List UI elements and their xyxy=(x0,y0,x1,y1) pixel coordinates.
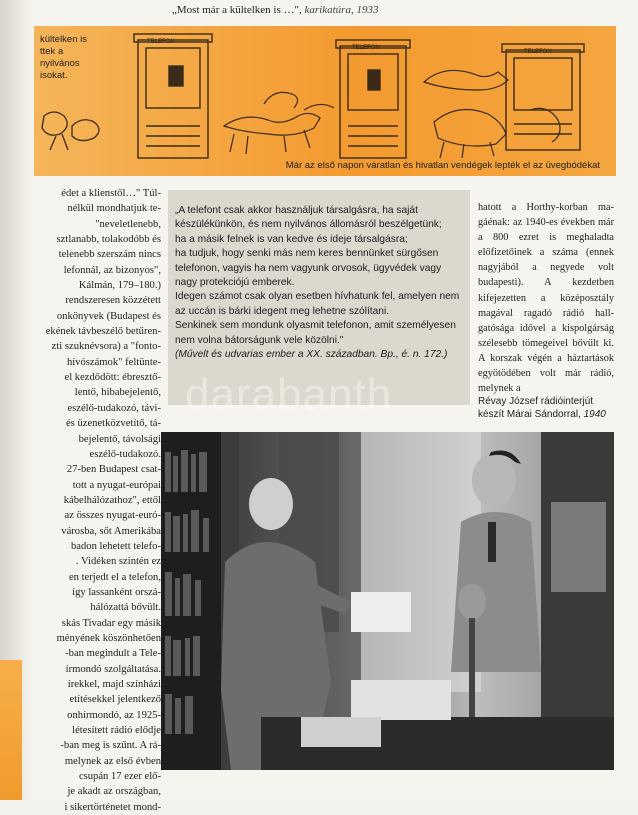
telephone-booth-icon xyxy=(336,40,410,158)
left-column-line: sztlanabb, tolakodóbb és xyxy=(56,234,161,246)
watermark-text: darabanth xyxy=(185,370,393,419)
cartoon-caption-title: „Most már a kültelken is …", xyxy=(172,4,302,16)
left-column-line: hálózattá bővült. xyxy=(90,602,161,614)
quote-paragraph: ha a másik felnek is van kedve és ideje társalgásra; xyxy=(175,233,408,245)
left-column-line: kábelhálózathoz", ettől xyxy=(63,494,161,506)
left-column-text xyxy=(36,186,161,815)
cartoon-side-line: ttek a nyilvános xyxy=(40,46,80,69)
left-column-line: onkönyvek (Budapest és xyxy=(56,310,161,322)
left-column-line: az összes nyugat-euró- xyxy=(64,510,161,522)
left-column-line: és üzenetközvetítő, tá- xyxy=(65,418,161,430)
photograph xyxy=(161,432,614,770)
left-column-line: telenebb szerszám nincs xyxy=(58,249,161,261)
animals-illustration xyxy=(424,70,560,158)
left-column-line: en terjedt el a telefon, xyxy=(68,571,161,583)
left-column-line: tott a nyugat-európai xyxy=(72,479,161,491)
cartoon-caption xyxy=(172,4,378,16)
cartoon-drawing xyxy=(34,26,616,176)
left-column-line: ekének távbeszélő betűren- xyxy=(45,326,161,338)
left-column-line: eszélő-tudakozó, távi- xyxy=(67,402,161,414)
left-column-line: zti szuknévsora) a "fonto- xyxy=(51,341,161,353)
left-column-line: ményének köszönhetően xyxy=(56,632,161,644)
left-column-line: -ban meg is szűnt. A rá- xyxy=(60,740,161,752)
left-column-line: létesített rádió elődje xyxy=(72,725,161,737)
booth-label-1: TELEFON xyxy=(147,39,175,45)
left-column-line: csupán 17 ezer elő- xyxy=(78,771,161,783)
left-column-line: etítésekkel jelentkező xyxy=(69,694,161,706)
left-column-line: i sikertörténetet mond- xyxy=(64,801,161,813)
photo-caption-text: Révay József rádióinterjút készít Márai Sándorral, xyxy=(478,396,594,420)
animals-illustration xyxy=(224,92,334,154)
left-column-line: onhírmondó, az 1925- xyxy=(67,709,161,721)
quote-paragraph: ha tudjuk, hogy senki más nem keres bennünket sürgősen telefonon, vagyis ha nem vagyunk orvosok, ügyvédek vagy nagy protekciójú emberek. xyxy=(175,248,442,289)
left-column-line: . Vidéken szintén ez xyxy=(75,556,161,568)
quote-text xyxy=(175,204,465,362)
left-column-line: eszélő-tudakozó. xyxy=(89,448,161,460)
cartoon-side-line: isokat. xyxy=(40,70,68,81)
left-column-line: városba, sőt Amerikába xyxy=(61,525,161,537)
orange-edge-strip xyxy=(0,660,22,800)
booth-label-3: TELEFON xyxy=(524,49,552,55)
cartoon-illustration xyxy=(34,26,616,176)
quote-paragraph: Idegen számot csak olyan esetben hívhatunk fel, amelyen nem az uccán is bárki idegent meg lehetne szólítani. xyxy=(175,291,460,317)
right-column-paragraph: hatott a Horthy-korban magáénak: az 1940-es években már a 800 ezret is meghaladta előfizetőinek a száma (ennek nagyjából a negyede volt budapesti). A kezdetben kifejezetten a középosztály magával ragadó rádió hallgatósága idővel a kispolgárság szélesebb tömegeivel bővült ki. A korszak végén a háztartások egyötödében volt már rádió, melynek a xyxy=(478,202,614,395)
left-column-line: el kezdődött: ébresztő- xyxy=(64,372,161,384)
left-column-line: lefonnál, az bizonyos", xyxy=(63,264,161,276)
left-column-line: írmondó szolgáltatása. xyxy=(65,663,161,675)
telephone-booth-icon xyxy=(134,34,212,158)
left-column-line: melynek az első évben xyxy=(64,755,161,767)
goose-figures-icon xyxy=(42,112,99,150)
photo-caption-year: 1940 xyxy=(583,409,606,420)
cartoon-bottom-caption: Már az első napon váratlan és hivatlan vendégek lepték el az üvegbódékat xyxy=(285,160,600,171)
left-column-line: badon lehetett telefo- xyxy=(70,540,161,552)
left-column-line: édet a klienstől…" Túl- xyxy=(61,188,161,199)
cartoon-side-text xyxy=(40,34,100,82)
left-column-line: hívószámok" feltünte- xyxy=(66,356,161,368)
left-column-line: így lassanként orszá- xyxy=(72,586,161,598)
quote-paragraph: „A telefont csak akkor használjuk társalgásra, ha saját készülékünkön, és nem nyilvános állomásról beszélgetünk; xyxy=(175,205,442,231)
left-column-line: Kálmán, 179–180.) xyxy=(78,280,161,292)
cartoon-side-line: kültelken is xyxy=(40,34,87,45)
left-column-line: írekkel, majd színházi xyxy=(67,679,161,690)
cartoon-caption-source: karikatúra, 1933 xyxy=(304,4,379,16)
booth-label-2: TELEFON xyxy=(352,45,380,51)
left-column-line: skás Tivadar egy másik xyxy=(61,617,161,629)
telephone-booth-icon xyxy=(502,44,584,150)
quote-paragraph: Senkinek sem mondunk olyasmit telefonon, amit személyesen nem volna bátorságunk vele közölni." xyxy=(175,320,456,346)
left-column-line: nélkül mondhatjuk te- xyxy=(67,203,161,215)
left-column-line: je akadt az országban, xyxy=(67,786,161,798)
left-column-line: rendszeresen közzétett xyxy=(65,295,161,307)
left-column-line: -ban megindult a Tele- xyxy=(65,648,161,660)
left-column-line: lentő, hibabejelentő, xyxy=(74,387,161,399)
photo-caption xyxy=(478,395,618,421)
left-column-line: 27-ben Budapest csat- xyxy=(66,464,161,476)
left-column-line: bejelentő, távolsági xyxy=(78,433,161,445)
photo-illustration xyxy=(161,432,614,770)
quote-source: (Művelt és udvarias ember a XX. században. Bp., é. n. 172.) xyxy=(175,349,448,361)
right-column-text xyxy=(478,200,614,396)
left-column-line: "neveletlenebb, xyxy=(95,218,161,230)
